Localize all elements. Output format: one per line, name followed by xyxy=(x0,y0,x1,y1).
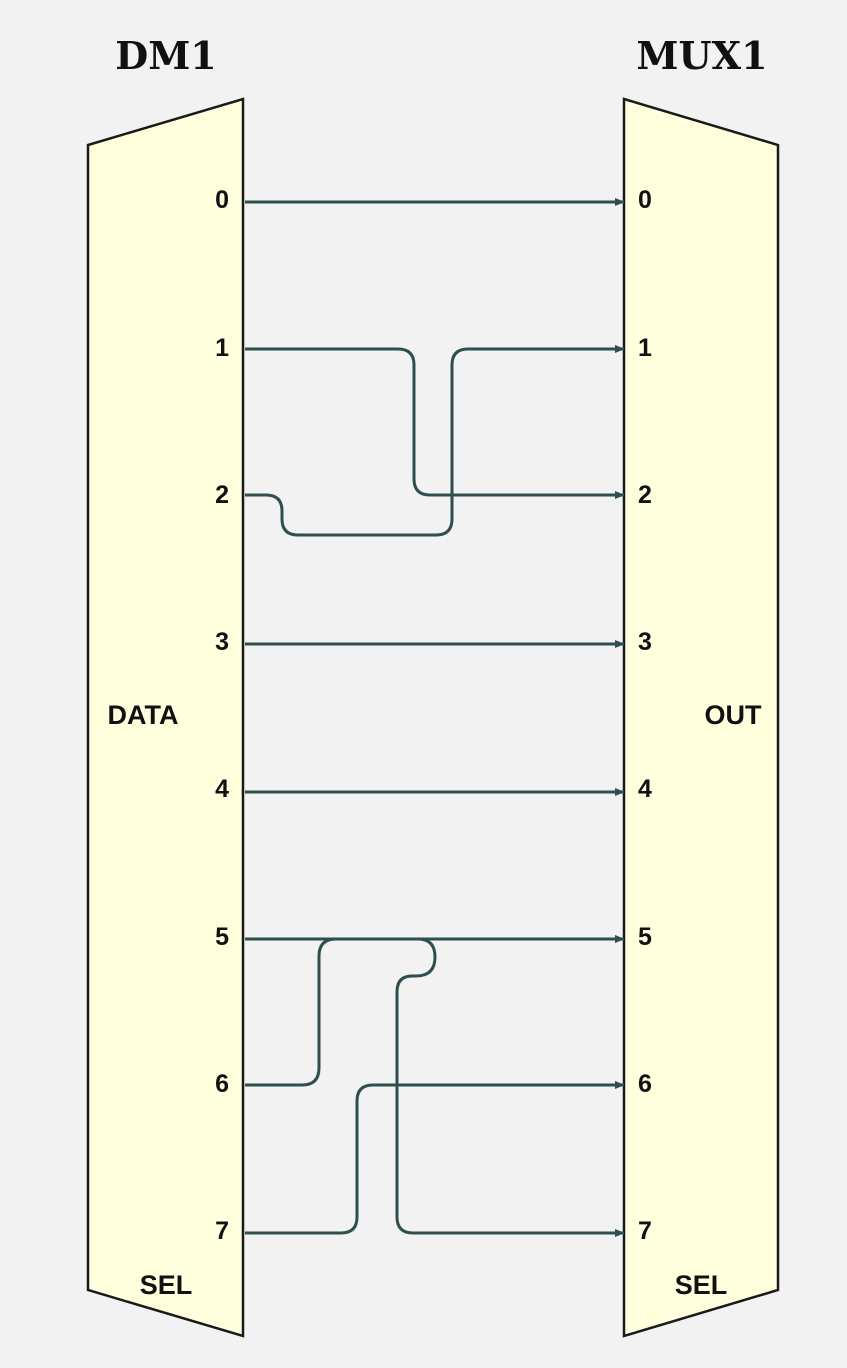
mux-out-label: OUT xyxy=(704,700,762,730)
demux-port-label: 5 xyxy=(215,923,229,951)
demux-title: DM1 xyxy=(115,33,217,78)
wire-2-to-1 xyxy=(245,349,624,535)
mux-port-label: 7 xyxy=(638,1217,652,1245)
wire-1-to-2 xyxy=(245,349,624,495)
demux-port-label: 2 xyxy=(215,481,229,509)
demux-port-label: 0 xyxy=(215,186,229,214)
mux-sel-label: SEL xyxy=(674,1270,728,1300)
mux-port-label: 1 xyxy=(638,334,652,362)
mux-port-label: 2 xyxy=(638,481,652,509)
demux-port-label: 7 xyxy=(215,1217,229,1245)
mux-port-label: 6 xyxy=(638,1070,652,1098)
demux-sel-label: SEL xyxy=(139,1270,193,1300)
mux-port-label: 3 xyxy=(638,628,652,656)
demux-port-label: 4 xyxy=(215,775,229,803)
demux-port-label: 3 xyxy=(215,628,229,656)
demux-data-label: DATA xyxy=(107,700,179,730)
demux-port-label: 1 xyxy=(215,334,229,362)
mux-port-label: 5 xyxy=(638,923,652,951)
wire-7-to-6 xyxy=(245,1085,624,1233)
mux-port-label: 0 xyxy=(638,186,652,214)
mux-port-label: 4 xyxy=(638,775,652,803)
wires xyxy=(245,202,624,1233)
demux-port-label: 6 xyxy=(215,1070,229,1098)
mux-title: MUX1 xyxy=(636,33,768,78)
